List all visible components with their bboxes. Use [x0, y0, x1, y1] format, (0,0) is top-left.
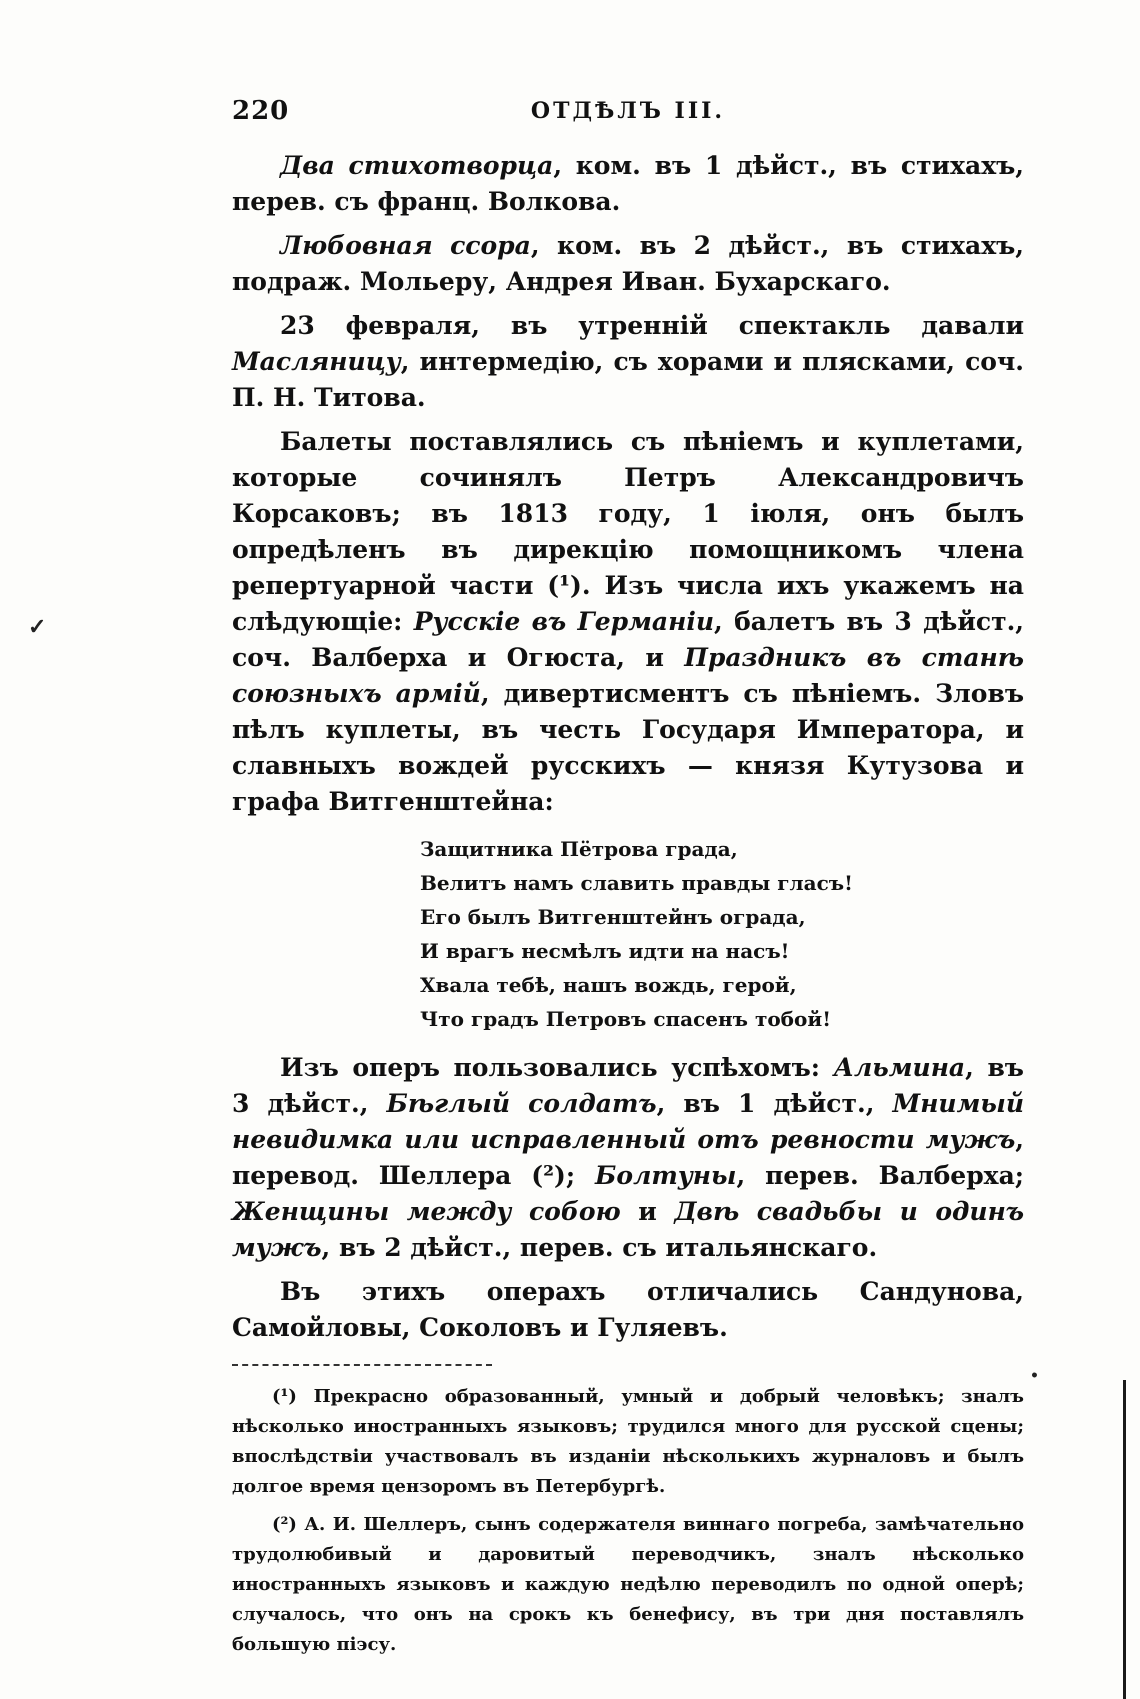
verse-line: Велитъ намъ славить правды гласъ!: [420, 871, 853, 895]
footnote: (¹) Прекрасно образованный, умный и добрый человѣкъ; зналъ нѣсколько иностранныхъ языковъ; трудился много для русской сцены; впослѣдствіи участвовалъ въ изданіи нѣсколькихъ журналовъ и былъ долгое время цензоромъ въ Петербургѣ.: [232, 1386, 1024, 1497]
italic-title: Болтуны: [595, 1161, 737, 1190]
italic-title: Два стихотворца: [280, 151, 554, 180]
text-run: , перевод. Шеллера (²);: [232, 1125, 1024, 1190]
margin-mark: ✓: [28, 614, 47, 640]
text-run: , перев. Валберха;: [736, 1161, 1025, 1190]
page-number: 220: [232, 96, 290, 126]
text-run: Въ этихъ операхъ отличались Сандунова, Самойловы, Соколовъ и Гуляевъ.: [232, 1277, 1024, 1342]
text-run: , въ 3 дѣйст.,: [232, 1053, 1024, 1118]
text-run: , ком. въ 2 дѣйст., въ стихахъ, подраж. Мольеру, Андрея Иван. Бухарскаго.: [232, 231, 1024, 296]
verse-block: [420, 832, 1024, 1036]
paragraph: [232, 308, 1024, 416]
text-run: , дивертисментъ съ пѣніемъ. Зловъ пѣлъ куплеты, въ честь Государя Императора, и славныхъ вождей русскихъ — князя Кутузова и графа Витгенштейна:: [232, 679, 1024, 816]
paragraphs-before-verse: [232, 148, 1024, 820]
italic-title: Двѣ свадьбы и одинъ мужъ: [232, 1197, 1024, 1262]
scan-edge-shadow: [1123, 1380, 1126, 1699]
paragraph: [232, 1274, 1024, 1346]
paragraphs-after-verse: [232, 1050, 1024, 1346]
italic-title: Женщины между собою: [232, 1197, 621, 1226]
footnote-rule: [232, 1364, 492, 1366]
verse-line: И врагъ несмѣлъ идти на насъ!: [420, 939, 790, 963]
text-run: Изъ оперъ пользовались успѣхомъ:: [280, 1053, 834, 1082]
verse-line: Его былъ Витгенштейнъ ограда,: [420, 905, 806, 929]
paragraph: [232, 148, 1024, 220]
italic-title: Русскіе въ Германіи: [413, 607, 715, 636]
paragraph: [232, 228, 1024, 300]
body-text: [232, 148, 1024, 1668]
text-run: Балеты поставлялись съ пѣніемъ и куплетами, которые сочинялъ Петръ Александровичъ Корсаковъ; въ 1813 году, 1 іюля, онъ былъ опредѣленъ въ дирекцію помощникомъ члена репертуарной части (¹). Изъ числа ихъ укажемъ на слѣдующіе:: [232, 427, 1024, 636]
paragraph: [232, 424, 1024, 820]
italic-title: Любовная ссора: [280, 231, 531, 260]
italic-title: Альмина: [833, 1053, 966, 1082]
text-run: , интермедію, съ хорами и плясками, соч. П. Н. Титова.: [232, 347, 1024, 412]
text-run: и: [620, 1197, 675, 1226]
italic-title: Масляницу: [232, 347, 401, 376]
margin-dot: •: [1030, 1368, 1039, 1384]
paragraph: [232, 1050, 1024, 1266]
footnote: (²) А. И. Шеллеръ, сынъ содержателя виннаго погреба, замѣчательно трудолюбивый и даровитый переводчикъ, зналъ нѣсколько иностранныхъ языковъ и каждую недѣлю переводилъ по одной оперѣ; случалось, что онъ на срокъ къ бенефису, въ три дня поставлялъ большую піэсу.: [232, 1514, 1024, 1655]
verse-line: Хвала тебѣ, нашъ вождь, герой,: [420, 973, 797, 997]
footnotes: [232, 1382, 1024, 1660]
text-run: , ком. въ 1 дѣйст., въ стихахъ, перев. съ франц. Волкова.: [232, 151, 1024, 216]
italic-title: Праздникъ въ станѣ союзныхъ армій: [232, 643, 1024, 708]
verse-line: Что градъ Петровъ спасенъ тобой!: [420, 1007, 831, 1031]
page-header: [232, 96, 1024, 132]
italic-title: Бѣглый солдатъ: [386, 1089, 657, 1118]
italic-title: Мнимый невидимка или исправленный отъ ревности мужъ: [232, 1089, 1024, 1154]
text-run: , балетъ въ 3 дѣйст., соч. Валберха и Огюста, и: [232, 607, 1024, 672]
running-head: ОТДѢЛЪ III.: [530, 98, 726, 124]
text-run: , въ 2 дѣйст., перев. съ итальянскаго.: [321, 1233, 878, 1262]
text-run: , въ 1 дѣйст.,: [656, 1089, 893, 1118]
text-run: 23 февраля, въ утренній спектакль давали: [280, 311, 1024, 340]
verse-line: Защитника Пётрова града,: [420, 837, 738, 861]
